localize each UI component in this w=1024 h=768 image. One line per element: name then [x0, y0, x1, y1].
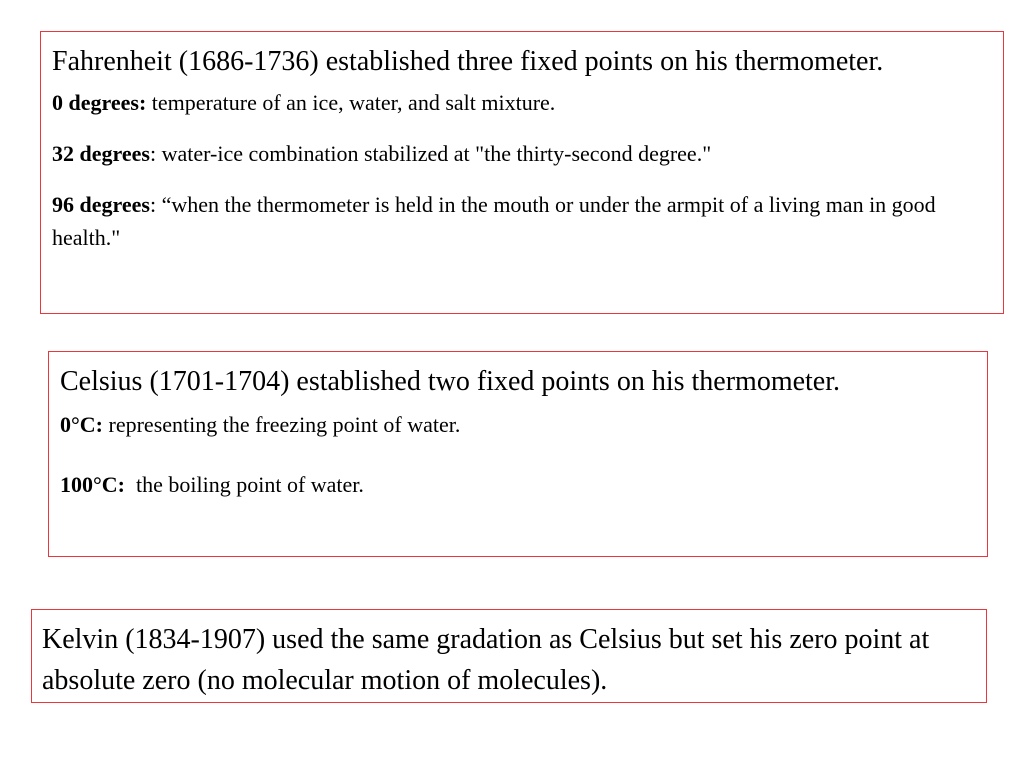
celsius-point-freezing — [60, 408, 976, 441]
fahrenheit-point-0-text: temperature of an ice, water, and salt mixture. — [146, 90, 556, 115]
fahrenheit-heading: Fahrenheit (1686-1736) established three fixed points on his thermometer. — [52, 46, 884, 77]
fahrenheit-point-0-term: 0 degrees: — [52, 90, 147, 115]
fahrenheit-box — [40, 31, 1004, 314]
celsius-heading: Celsius (1701-1704) established two fixed points on his thermometer. — [60, 366, 841, 397]
celsius-point-freezing-term: 0°C: — [60, 412, 104, 437]
celsius-box — [48, 351, 988, 557]
celsius-point-boiling — [60, 468, 976, 501]
fahrenheit-point-32 — [52, 137, 992, 170]
fahrenheit-point-96-sep: : — [149, 192, 157, 217]
kelvin-box — [31, 609, 987, 703]
celsius-point-boiling-text: the boiling point of water. — [125, 472, 364, 497]
fahrenheit-point-96-text: “when the thermometer is held in the mouth or under the armpit of a living man in good health." — [52, 192, 936, 250]
fahrenheit-point-32-text: water-ice combination stabilized at "the thirty-second degree." — [156, 141, 712, 166]
kelvin-heading: Kelvin (1834-1907) used the same gradation as Celsius but set his zero point at absolute zero (no molecular motion of molecules). — [42, 624, 930, 696]
fahrenheit-point-96 — [52, 188, 992, 254]
fahrenheit-point-0 — [52, 86, 992, 119]
celsius-point-boiling-term: 100°C: — [60, 472, 126, 497]
fahrenheit-point-96-term: 96 degrees — [52, 192, 150, 217]
celsius-point-freezing-text: representing the freezing point of water. — [103, 412, 461, 437]
fahrenheit-point-32-sep: : — [149, 141, 157, 166]
fahrenheit-point-32-term: 32 degrees — [52, 141, 150, 166]
